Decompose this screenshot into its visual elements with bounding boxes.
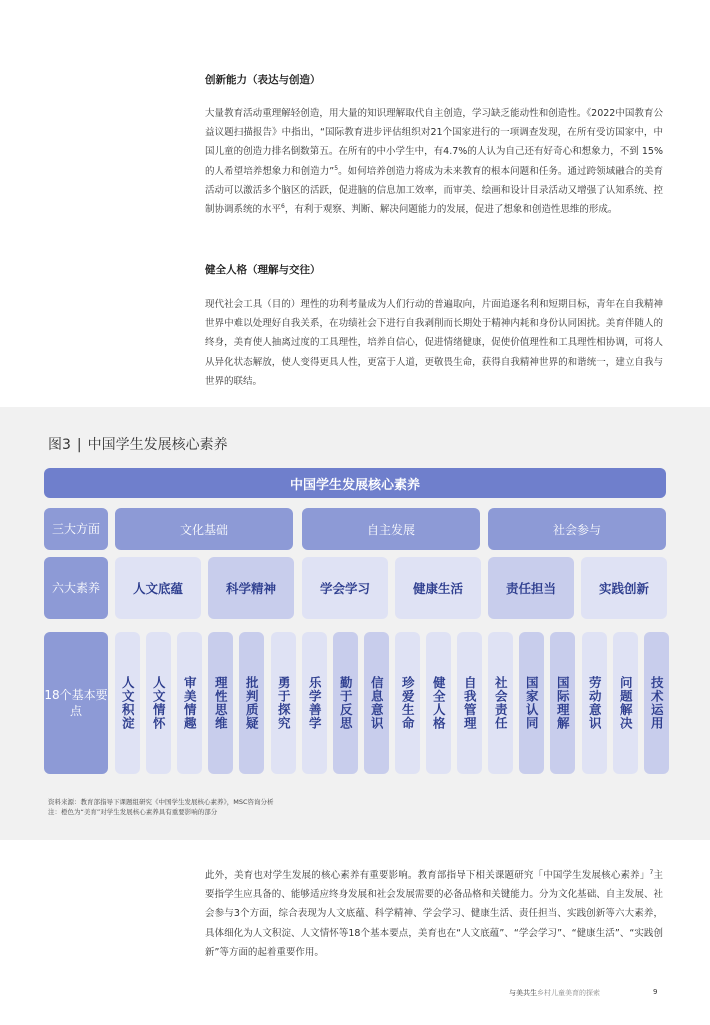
basic-point-label: 社会责任	[493, 676, 509, 730]
paragraph-personality: 现代社会工具（目的）理性的功利考量成为人们行动的普遍取向，片面追逐名利和短期目标，青年在自我精神世界中难以处理好自我关系，在功绩社会下进行自我剥削而长期处于精神内耗和身份认同困扰。美育伴随人的终身，美育使人抽离过度的工具理性，培养自信心，促进情绪健康，促使价值理性和工具理性相协调，可将人从异化状态解放，使人变得更具人性，更富于人道，更敬畏生命，获得自我精神世界的和谐统一，建立自我与世界的联结。	[205, 299, 663, 387]
basic-point-box	[613, 632, 638, 774]
basic-point-box	[146, 632, 171, 774]
note-line: 注：橙色为“美育”对学生发展核心素养具有重要影响的部分	[48, 808, 218, 816]
core-literacy-box: 人文底蕴	[115, 557, 201, 619]
basic-point-label: 自我管理	[462, 676, 478, 730]
footnote-ref-6[interactable]: 6	[281, 202, 285, 210]
figure-title-text: 中国学生发展核心素养	[87, 437, 228, 453]
basic-point-box	[582, 632, 607, 774]
basic-point-label: 信息意识	[369, 676, 385, 730]
basic-point-box	[333, 632, 358, 774]
paragraph-creativity	[205, 104, 663, 219]
basic-point-label: 人文积淀	[120, 676, 136, 730]
basic-point-label: 国家认同	[524, 676, 540, 730]
row-label-cores: 六大素养	[44, 557, 108, 619]
section-heading-personality: 健全人格（理解与交往）	[205, 264, 321, 276]
core-literacy-box: 责任担当	[488, 557, 574, 619]
figure-source	[48, 797, 274, 817]
page-number: 9	[653, 988, 658, 996]
basic-point-box	[239, 632, 264, 774]
basic-point-box	[426, 632, 451, 774]
section-heading-creativity: 创新能力（表达与创造）	[205, 74, 321, 86]
aspect-box: 自主发展	[302, 508, 480, 550]
footer-title-main: 与美共生	[509, 989, 537, 997]
basic-point-box	[519, 632, 544, 774]
basic-point-label: 珍爱生命	[400, 676, 416, 730]
basic-point-box	[457, 632, 482, 774]
aspect-box: 文化基础	[115, 508, 293, 550]
basic-point-label: 健全人格	[431, 676, 447, 730]
paragraph-text: 大量教育活动重理解轻创造，用大量的知识理解取代自主创造，学习缺乏能动性和创造性。《2022中国教育公益议题扫描报告》中指出，“国际教育进步评估组织对21个国家进行的一项调查发现，在所有受访国家中，中国儿童的创造力排名倒数第五。在所有的中小学生中，有4.7%的人认为自己还有好奇心和想象力，不到 15% 的人希望培养想象力和创造力”	[205, 108, 663, 177]
basic-point-box	[550, 632, 575, 774]
basic-point-box	[644, 632, 669, 774]
core-literacy-box: 健康生活	[395, 557, 481, 619]
row-label-points: 18个基本要点	[44, 632, 108, 774]
basic-point-box	[115, 632, 140, 774]
paragraph-text: 。如何培养创造力将成为未来教育的根本问题和任务。通过跨领域融合的美育活动可以激活多个脑区的活跃，促进脑的信息加工效率，而审美、绘画和设计目录活动又增强了认知系统、控制协调系统的水平	[205, 165, 663, 216]
footer-subtitle: 乡村儿童美育的探索	[537, 989, 600, 997]
basic-point-box	[302, 632, 327, 774]
paragraph-text: 此外，美育也对学生发展的核心素养有重要影响。教育部指导下相关课题研究「中国学生发展核心素养」	[205, 870, 650, 881]
basic-point-box	[271, 632, 296, 774]
basic-point-box	[208, 632, 233, 774]
basic-point-label: 人文情怀	[151, 676, 167, 730]
diagram-main-title: 中国学生发展核心素养	[44, 468, 666, 498]
paragraph-core-literacy	[205, 866, 663, 962]
paragraph-text: 主要指学生应具备的、能够适应终身发展和社会发展需要的必备品格和关键能力。分为文化基础、自主发展、社会参与3个方面，综合表现为人文底蕴、科学精神、学会学习、健康生活、责任担当、实践创新等六大素养，具体细化为人文积淀、人文情怀等18个基本要点，美育也在“人文底蕴”、“学会学习”、“健康生活”、“实践创新”等方面的起着重要作用。	[205, 870, 663, 958]
basic-point-label: 审美情趣	[182, 676, 198, 730]
figure-title	[48, 434, 228, 454]
aspect-box: 社会参与	[488, 508, 666, 550]
basic-point-label: 问题解决	[618, 676, 634, 730]
core-literacy-box: 实践创新	[581, 557, 667, 619]
basic-point-label: 勤于反思	[338, 676, 354, 730]
basic-point-label: 理性思维	[213, 676, 229, 730]
footer-title	[509, 988, 600, 998]
basic-point-label: 劳动意识	[587, 676, 603, 730]
basic-point-box	[488, 632, 513, 774]
footnote-ref-7[interactable]: 7	[649, 868, 654, 876]
core-literacy-box: 科学精神	[208, 557, 294, 619]
figure-separator: |	[76, 437, 82, 453]
paragraph-text: ，有利于观察、判断、解决问题能力的发展，促进了想象和创造性思维的形成。	[284, 204, 618, 216]
basic-point-label: 乐学善学	[307, 676, 323, 730]
basic-point-box	[177, 632, 202, 774]
row-label-aspects: 三大方面	[44, 508, 108, 550]
basic-point-box	[364, 632, 389, 774]
footnote-ref-5[interactable]: 5	[334, 164, 339, 172]
basic-point-label: 国际理解	[555, 676, 571, 730]
basic-point-label: 技术运用	[649, 676, 665, 730]
source-line: 资料来源：教育部指导下课题组研究《中国学生发展核心素养》，MSC咨询分析	[48, 798, 274, 806]
basic-point-label: 勇于探究	[276, 676, 292, 730]
core-literacy-box: 学会学习	[302, 557, 388, 619]
basic-point-label: 批判质疑	[244, 676, 260, 730]
figure-label: 图3	[48, 437, 71, 453]
basic-point-box	[395, 632, 420, 774]
